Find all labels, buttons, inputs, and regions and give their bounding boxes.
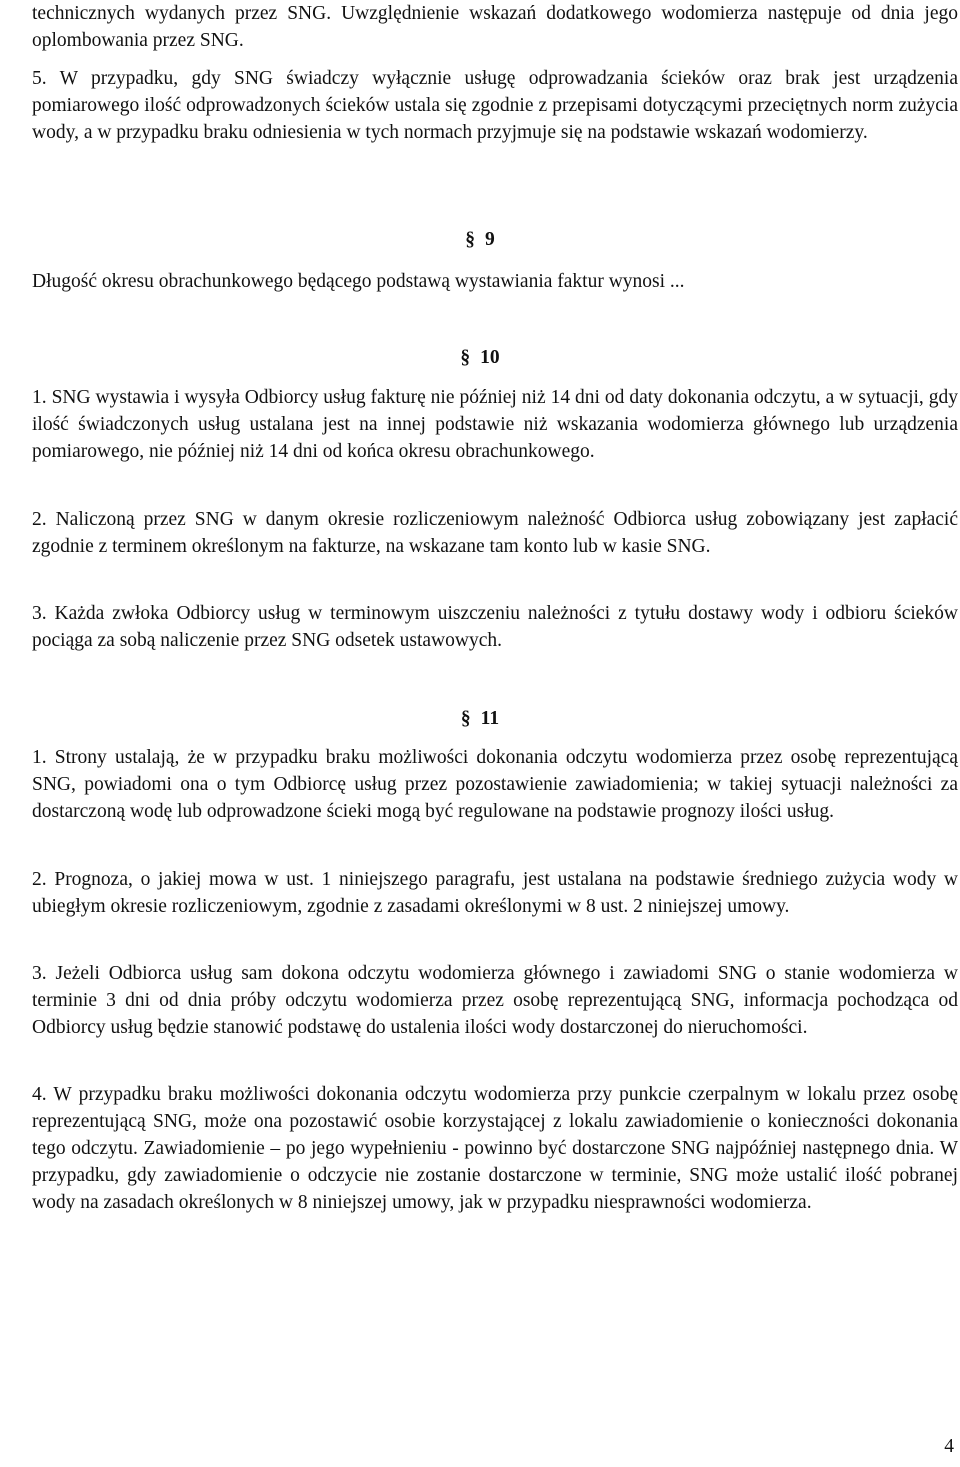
item-number: 1. [32, 747, 47, 768]
paragraph-text: W przypadku, gdy SNG świadczy wyłącznie usługę odprowadzania ścieków oraz brak jest urządzenia pomiarowego ilość odprowadzonych ścieków ustala się zgodnie z przepisami dotyczącymi przeciętnych norm zużycia wody, a w przypadku braku odniesienia w tych normach przyjmuje się na podstawie wskazań wodomierzy. [32, 68, 958, 143]
billing-period-text: Długość okresu obrachunkowego będącego podstawą wystawiania faktur wynosi ... [32, 271, 685, 292]
page-number: 4 [944, 1436, 954, 1457]
section-10-item-2 [32, 506, 958, 560]
section-number: 9 [485, 229, 495, 250]
item-text: Prognoza, o jakiej mowa w ust. 1 niniejszego paragrafu, jest ustalana na podstawie średniego zużycia wody w ubiegłym okresie rozliczeniowym, zgodnie z zasadami określonymi w 8 ust. 2 niniejszej umowy. [32, 869, 958, 917]
item-number: 2. [32, 869, 47, 890]
section-heading-9 [0, 228, 960, 252]
section-11-item-1 [32, 744, 958, 825]
item-number: 3. [32, 603, 47, 624]
section-sign: § [460, 347, 471, 368]
section-11-item-3 [32, 960, 958, 1041]
section-number: 10 [480, 347, 500, 368]
section-10-item-1 [32, 384, 958, 465]
section-sign: § [465, 229, 475, 250]
item-number: 4. [32, 1084, 47, 1105]
section-11-item-4 [32, 1081, 958, 1216]
section-11-item-2 [32, 866, 958, 920]
continuation-paragraph [32, 0, 958, 54]
item-number: 2. [32, 509, 47, 530]
section-9-text [32, 268, 958, 295]
item-number: 3. [32, 963, 47, 984]
paragraph-5 [32, 65, 958, 146]
item-text: SNG wystawia i wysyła Odbiorcy usług fakturę nie później niż 14 dni od daty dokonania odczytu, a w sytuacji, gdy ilość świadczonych usług ustalana jest na innej podstawie niż wskazania wodomierza głównego lub urządzenia pomiarowego, nie później niż 14 dni od końca okresu obrachunkowego. [32, 387, 958, 462]
item-number: 1. [32, 387, 47, 408]
item-text: Jeżeli Odbiorca usług sam dokona odczytu wodomierza głównego i zawiadomi SNG o stanie wodomierza w terminie 3 dni od dnia próby odczytu wodomierza przez osobę reprezentującą SNG, informacja pochodząca od Odbiorcy usług będzie stanowić podstawę do ustalenia ilości wody dostarczonej do nieruchomości. [32, 963, 959, 1038]
item-text: W przypadku braku możliwości dokonania odczytu wodomierza przy punkcie czerpalnym w lokalu przez osobę reprezentującą SNG, może ona pozostawić osobie korzystającej z lokalu zawiadomienie o konieczności dokonania tego odczytu. Zawiadomienie – po jego wypełnieniu - powinno być dostarczone SNG najpóźniej następnego dnia. W przypadku, gdy zawiadomienie o odczycie nie zostanie dostarczone w terminie, SNG może ustalić ilość pobranej wody na zasadach określonych w 8 niniejszej umowy, jak w przypadku niesprawności wodomierza. [32, 1084, 959, 1213]
section-10-item-3 [32, 600, 958, 654]
section-heading-10 [0, 346, 960, 370]
item-text: Strony ustalają, że w przypadku braku możliwości dokonania odczytu wodomierza przez osobę reprezentującą SNG, powiadomi ona o tym Odbiorcę usług przez pozostawienie zawiadomienia; w takiej sytuacji należności za dostarczoną wodę lub odprowadzone ścieki mogą być regulowane na podstawie prognozy ilości usług. [32, 747, 958, 822]
section-heading-11 [0, 707, 960, 731]
section-sign: § [460, 708, 471, 729]
continuation-text: technicznych wydanych przez SNG. Uwzględnienie wskazań dodatkowego wodomierza następuje od dnia jego oplombowania przez SNG. [32, 3, 958, 51]
item-text: Naliczoną przez SNG w danym okresie rozliczeniowym należność Odbiorca usług zobowiązany jest zapłacić zgodnie z terminem określonym na fakturze, na wskazane tam konto lub w kasie SNG. [32, 509, 958, 557]
item-text: Każda zwłoka Odbiorcy usług w terminowym uiszczeniu należności z tytułu dostawy wody i odbioru ścieków pociąga za sobą naliczenie przez SNG odsetek ustawowych. [32, 603, 959, 651]
paragraph-number: 5. [32, 68, 47, 89]
section-number: 11 [480, 708, 500, 729]
